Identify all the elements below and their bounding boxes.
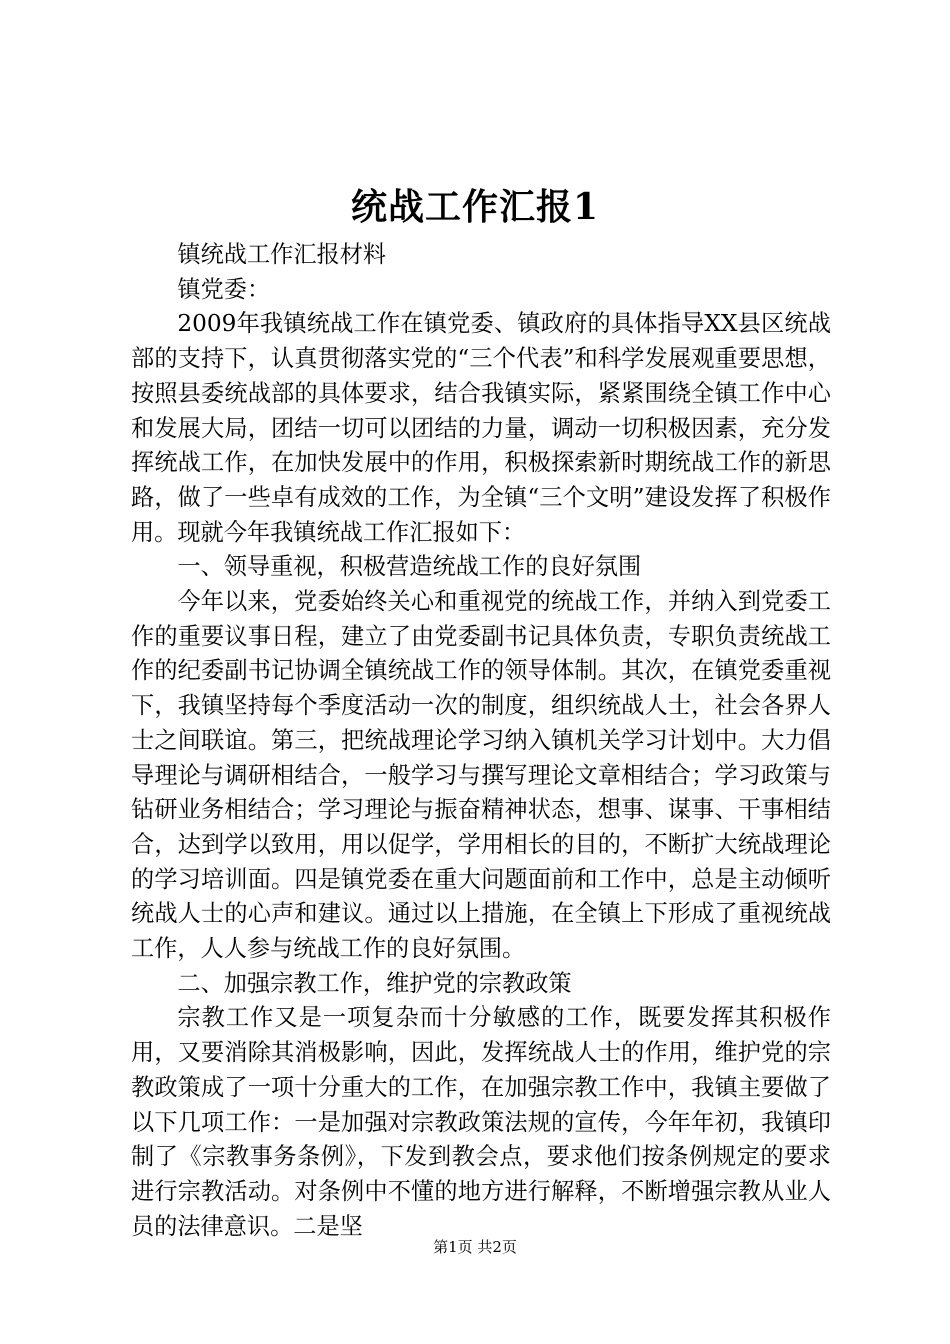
paragraph-section-1: 今年以来，党委始终关心和重视党的统战工作，并纳入到党委工作的重要议事日程，建立了由党委副书记具体负责，专职负责统战工作的纪委副书记协调全镇统战工作的领导体制。其次，在镇党委重视下，我镇坚持每个季度活动一次的制度，组织统战人士，社会各界人士之间联谊。第三，把统战理论学习纳入镇机关学习计划中。大力倡导理论与调研相结合，一般学习与撰写理论文章相结合；学习政策与钻研业务相结合；学习理论与振奋精神状态，想事、谋事、干事相结合，达到学以致用，用以促学，学用相长的目的，不断扩大统战理论的学习培训面。四是镇党委在重大问题面前和工作中，总是主动倾听统战人士的心声和建议。通过以上措施，在全镇上下形成了重视统战工作，人人参与统战工作的良好氛围。 (131, 588, 831, 963)
page-footer: 第1页 共2页 (433, 1238, 517, 1256)
section-heading-1: 一、领导重视，积极营造统战工作的良好氛围 (177, 553, 642, 581)
section-heading-2: 二、加强宗教工作，维护党的宗教政策 (177, 969, 572, 997)
paragraph-section-2: 宗教工作又是一项复杂而十分敏感的工作，既要发挥其积极作用，又要消除其消极影响，因此，发挥统战人士的作用，维护党的宗教政策成了一项十分重大的工作，在加强宗教工作中，我镇主要做了以下几项工作：一是加强对宗教政策法规的宣传，今年年初，我镇印制了《宗教事务条例》，下发到教会点，要求他们按条例规定的要求进行宗教活动。对条例中不懂的地方进行解释，不断增强宗教从业人员的法律意识。二是坚 (131, 1004, 831, 1240)
document-title: 统战工作汇报1 (350, 186, 600, 228)
paragraph-heading-material: 镇统战工作汇报材料 (177, 241, 387, 268)
paragraph-salutation: 镇党委： (177, 275, 271, 303)
paragraph-intro: 2009年我镇统战工作在镇党委、镇政府的具体指导XX县区统战部的支持下，认真贯彻落实党的“三个代表”和科学发展观重要思想，按照县委统战部的具体要求，结合我镇实际，紧紧围绕全镇工作中心和发展大局，团结一切可以团结的力量，调动一切积极因素，充分发挥统战工作，在加快发展中的作用，积极探索新时期统战工作的新思路，做了一些卓有成效的工作，为全镇“三个文明”建设发挥了积极作用。现就今年我镇统战工作汇报如下： (131, 310, 831, 546)
document-body (131, 238, 831, 1244)
